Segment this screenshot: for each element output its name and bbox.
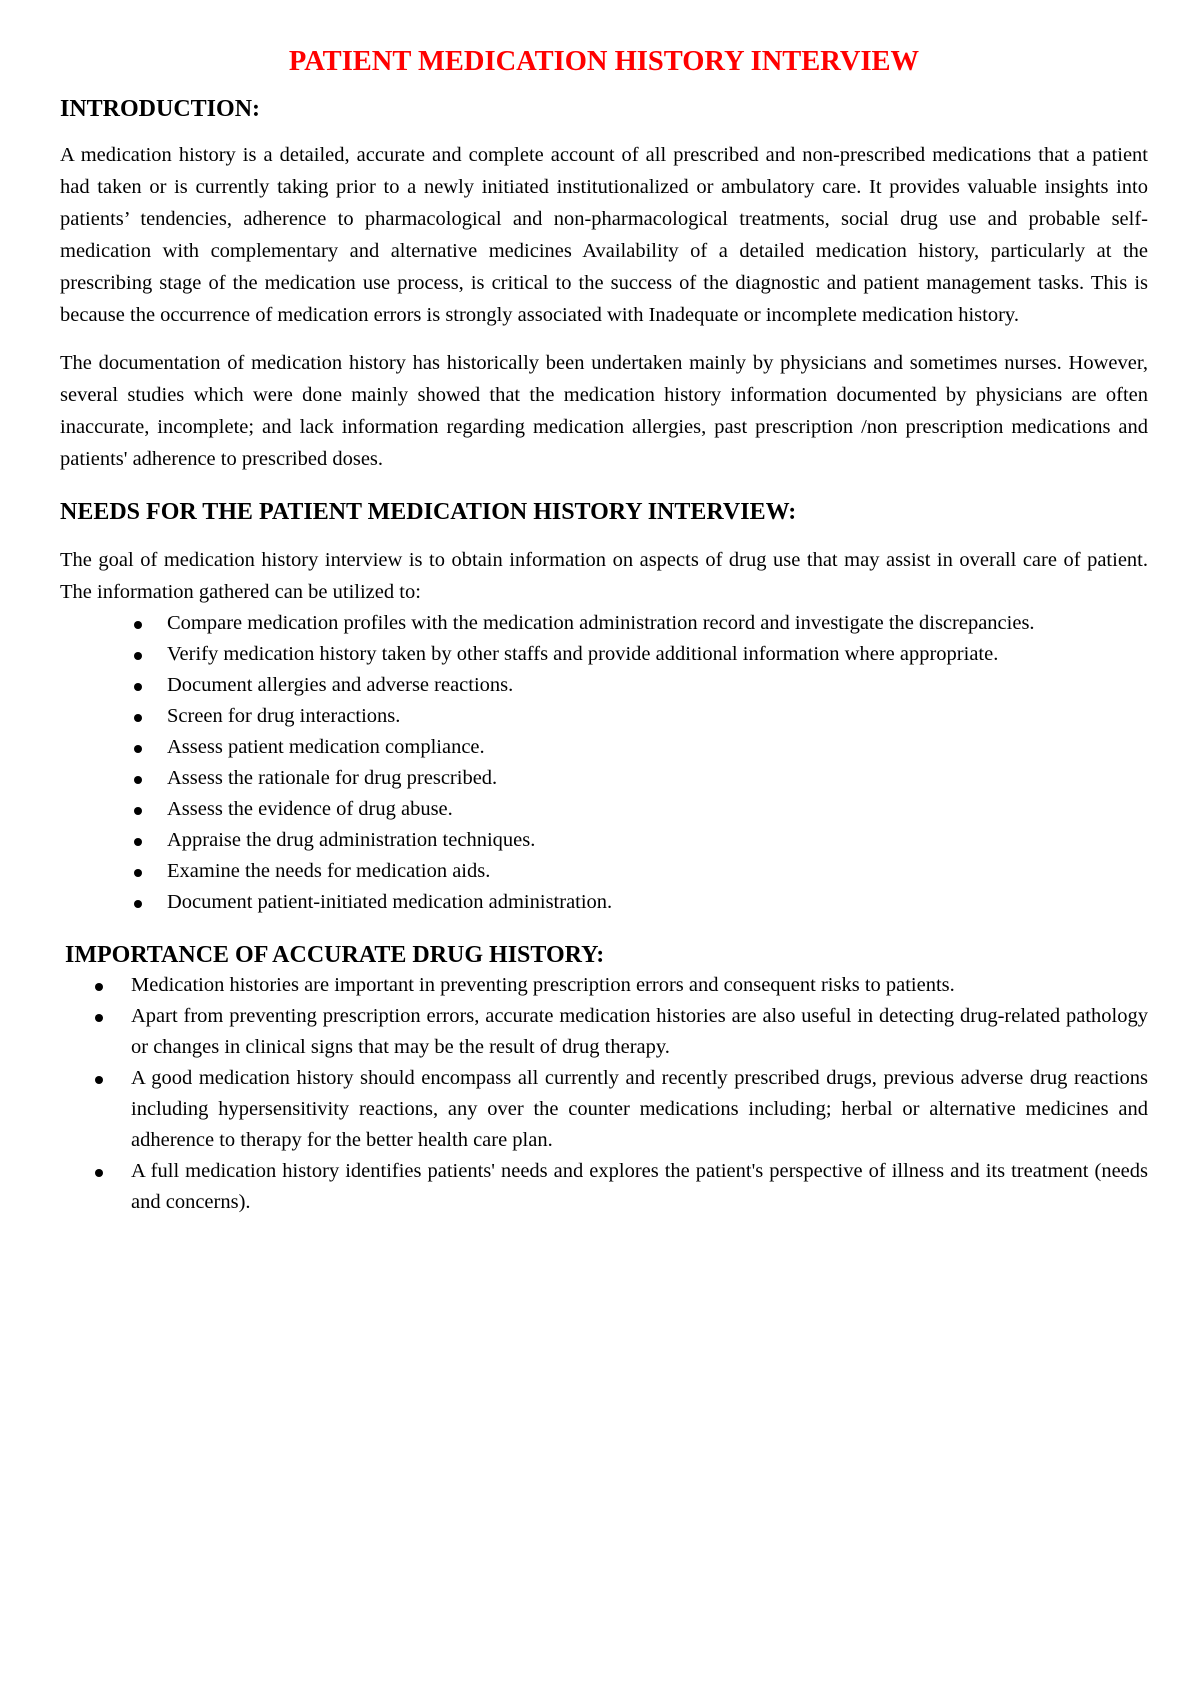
list-item-text: Assess patient medication compliance. (167, 736, 485, 758)
list-item (60, 1001, 1148, 1063)
list-item-text: Assess the evidence of drug abuse. (167, 798, 453, 820)
bullet-icon (134, 652, 142, 660)
bullet-icon (95, 983, 103, 991)
list-item (60, 1063, 1148, 1156)
list-item-text: Apart from preventing prescription errors, accurate medication histories are also useful in detecting drug-related pathology or changes in clinical signs that may be the result of drug therapy. (131, 1005, 1148, 1058)
list-item (60, 794, 1148, 825)
bullet-icon (95, 1014, 103, 1022)
bullet-icon (134, 621, 142, 629)
needs-intro-paragraph: The goal of medication history interview is to obtain information on aspects of drug use that may assist in overall care of patient. The information gathered can be utilized to: (60, 549, 1148, 603)
needs-list (60, 608, 1148, 918)
list-item-text: A good medication history should encompass all currently and recently prescribed drugs, previous adverse drug reactions including hypersensitivity reactions, any over the counter medications including; herbal or alternative medicines and adherence to therapy for the better health care plan. (131, 1067, 1148, 1151)
bullet-icon (134, 776, 142, 784)
list-item (60, 856, 1148, 887)
document-title: PATIENT MEDICATION HISTORY INTERVIEW (288, 46, 920, 77)
list-item (60, 970, 1148, 1001)
list-item-text: Document patient-initiated medication administration. (167, 891, 613, 913)
list-item (60, 608, 1148, 639)
introduction-heading: INTRODUCTION: (60, 96, 261, 122)
bullet-icon (134, 900, 142, 908)
importance-heading: IMPORTANCE OF ACCURATE DRUG HISTORY: (65, 942, 605, 968)
list-item-text: Appraise the drug administration techniques. (167, 829, 536, 851)
list-item (60, 670, 1148, 701)
list-item (60, 763, 1148, 794)
list-item (60, 701, 1148, 732)
list-item-text: Medication histories are important in preventing prescription errors and consequent risks to patients. (131, 974, 955, 996)
bullet-icon (134, 838, 142, 846)
bullet-icon (134, 714, 142, 722)
bullet-icon (95, 1076, 103, 1084)
list-item-text: Examine the needs for medication aids. (167, 860, 491, 882)
introduction-paragraph: A medication history is a detailed, accurate and complete account of all prescribed and non-prescribed medications that a patient had taken or is currently taking prior to a newly initiated institutionalized or ambulatory care. It provides valuable insights into patients’ tendencies, adherence to pharmacological and non-pharmacological treatments, social drug use and probable self-medication with complementary and alternative medicines Availability of a detailed medication history, particularly at the prescribing stage of the medication use process, is critical to the success of the diagnostic and patient management tasks. This is because the occurrence of medication errors is strongly associated with Inadequate or incomplete medication history. (60, 144, 1148, 326)
bullet-icon (134, 807, 142, 815)
list-item (60, 1156, 1148, 1218)
introduction-paragraph: The documentation of medication history has historically been undertaken mainly by physicians and sometimes nurses. However, several studies which were done mainly showed that the medication history information documented by physicians are often inaccurate, incomplete; and lack information regarding medication allergies, past prescription /non prescription medications and patients' adherence to prescribed doses. (60, 352, 1148, 470)
list-item (60, 825, 1148, 856)
list-item (60, 639, 1148, 670)
list-item-text: Document allergies and adverse reactions. (167, 674, 514, 696)
bullet-icon (134, 869, 142, 877)
list-item-text: A full medication history identifies patients' needs and explores the patient's perspective of illness and its treatment (needs and concerns). (131, 1160, 1148, 1213)
list-item-text: Verify medication history taken by other staffs and provide additional information where appropriate. (167, 643, 999, 665)
needs-heading: NEEDS FOR THE PATIENT MEDICATION HISTORY INTERVIEW: (60, 499, 797, 525)
document-page (60, 0, 1148, 1218)
bullet-icon (95, 1169, 103, 1177)
bullet-icon (134, 683, 142, 691)
list-item-text: Assess the rationale for drug prescribed. (167, 767, 498, 789)
importance-list (60, 970, 1148, 1218)
list-item (60, 887, 1148, 918)
list-item-text: Screen for drug interactions. (167, 705, 401, 727)
list-item (60, 732, 1148, 763)
bullet-icon (134, 745, 142, 753)
list-item-text: Compare medication profiles with the medication administration record and investigate the discrepancies. (167, 612, 1035, 634)
